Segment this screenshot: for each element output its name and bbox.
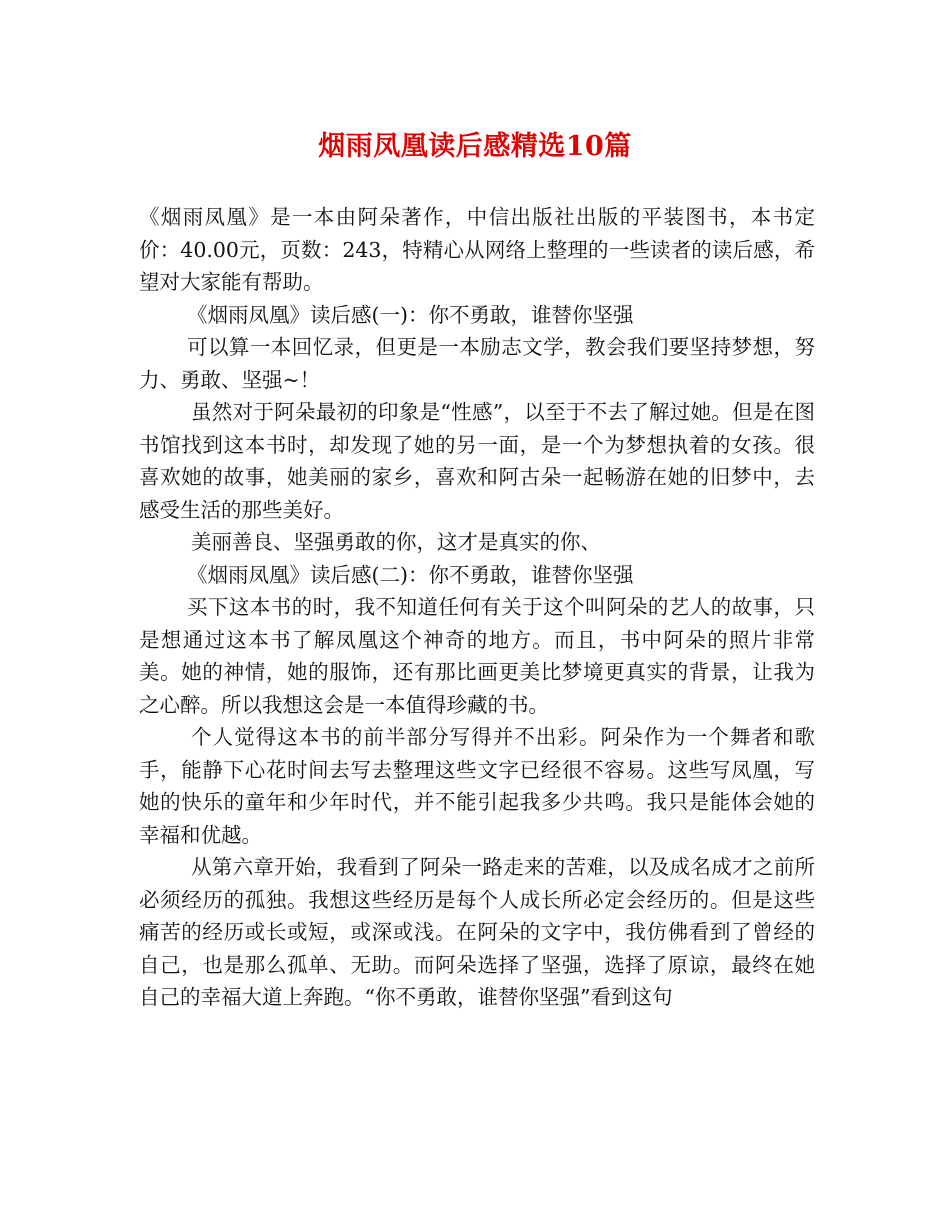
- paragraph-intro: 《烟雨凤凰》是一本由阿朵著作，中信出版社出版的平装图书，本书定价：40.00元，页数：243，特精心从网络上整理的一些读者的读后感，希望对大家能有帮助。: [139, 205, 815, 294]
- document-title: 烟雨凤凰读后感精选10篇: [318, 131, 632, 162]
- paragraph: 买下这本书的时，我不知道任何有关于这个叫阿朵的艺人的故事，只是想通过这本书了解凤凰这个神奇的地方。而且，书中阿朵的照片非常美。她的神情，她的服饰，还有那比画更美比梦境更真实的背景，让我为之心醉。所以我想这会是一本值得珍藏的书。: [139, 595, 815, 717]
- section-heading-1: 《烟雨凤凰》读后感(一)：你不勇敢，谁替你坚强: [187, 302, 634, 327]
- paragraph: 虽然对于阿朵最初的印象是“性感”，以至于不去了解过她。但是在图书馆找到这本书时，却发现了她的另一面，是一个为梦想执着的女孩。很喜欢她的故事，她美丽的家乡，喜欢和阿古朵一起畅游在她的旧梦中，去感受生活的那些美好。: [139, 400, 815, 522]
- paragraph: 从第六章开始，我看到了阿朵一路走来的苦难，以及成名成才之前所必须经历的孤独。我想这些经历是每个人成长所必定会经历的。但是这些痛苦的经历或长或短，或深或浅。在阿朵的文字中，我仿佛看到了曾经的自己，也是那么孤单、无助。而阿朵选择了坚强，选择了原谅，最终在她自己的幸福大道上奔跑。“你不勇敢，谁替你坚强”看到这句: [139, 855, 815, 1009]
- paragraph: 可以算一本回忆录，但更是一本励志文学，教会我们要坚持梦想，努力、勇敢、坚强~！: [139, 335, 815, 392]
- paragraph: 美丽善良、坚强勇敢的你，这才是真实的你、: [191, 530, 601, 554]
- paragraph: 个人觉得这本书的前半部分写得并不出彩。阿朵作为一个舞者和歌手，能静下心花时间去写去整理这些文字已经很不容易。这些写凤凰，写她的快乐的童年和少年时代，并不能引起我多少共鸣。我只是能体会她的幸福和优越。: [139, 725, 815, 847]
- document-body: [139, 201, 815, 1014]
- section-heading-2: 《烟雨凤凰》读后感(二)：你不勇敢，谁替你坚强: [187, 562, 634, 587]
